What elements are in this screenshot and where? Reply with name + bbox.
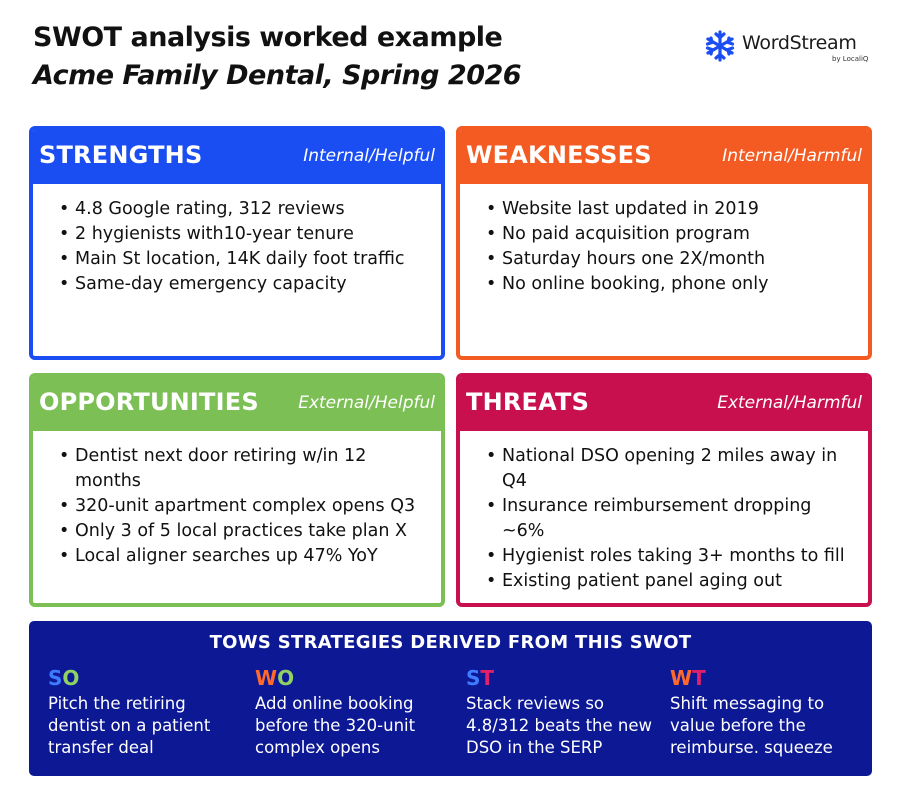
threats-header	[460, 377, 868, 431]
threats-list	[460, 431, 868, 594]
list-item: • Same-day emergency capacity	[59, 272, 431, 297]
tows-st-column	[466, 665, 666, 759]
strengths-title: STRENGTHS	[39, 141, 203, 169]
opportunities-quadrant	[29, 373, 445, 607]
tows-so-code	[48, 665, 248, 691]
weaknesses-tag: Internal/Harmful	[722, 146, 862, 166]
opportunities-tag: External/Helpful	[298, 393, 435, 413]
tows-wt-text: Shift messaging to value before the reimburse. squeeze	[670, 694, 833, 757]
tows-st-text: Stack reviews so 4.8/312 beats the new DSO in the SERP	[466, 694, 653, 757]
opportunities-list	[33, 431, 441, 569]
list-item: • No online booking, phone only	[486, 272, 858, 297]
tows-wo-column	[255, 665, 455, 759]
code-letter: T	[692, 666, 706, 690]
logo-wordmark: WordStream	[742, 32, 857, 54]
tows-wo-code	[255, 665, 455, 691]
list-item: • Hygienist roles taking 3+ months to fill	[486, 544, 858, 569]
list-item: • 2 hygienists with10-year tenure	[59, 222, 431, 247]
list-item: • Website last updated in 2019	[486, 197, 858, 222]
code-letter: O	[277, 666, 295, 690]
list-item: • Insurance reimbursement dropping ~6%	[486, 494, 858, 544]
page-title: SWOT analysis worked example	[33, 22, 503, 53]
tows-wo-text: Add online booking before the 320-unit complex opens	[255, 694, 416, 757]
list-item: • National DSO opening 2 miles away in Q4	[486, 444, 858, 494]
wordstream-logo	[704, 28, 879, 68]
list-item: • 4.8 Google rating, 312 reviews	[59, 197, 431, 222]
strengths-quadrant	[29, 126, 445, 360]
code-letter: W	[670, 666, 693, 690]
threats-tag: External/Harmful	[717, 393, 862, 413]
strengths-header	[33, 130, 441, 184]
code-letter: W	[255, 666, 278, 690]
tows-wt-code	[670, 665, 870, 691]
list-item: • Local aligner searches up 47% YoY	[59, 544, 431, 569]
tows-panel	[29, 621, 872, 776]
code-letter: S	[466, 666, 481, 690]
tows-so-column	[48, 665, 248, 759]
page-subtitle: Acme Family Dental, Spring 2026	[33, 60, 522, 91]
strengths-list	[33, 184, 441, 297]
tows-title: TOWS STRATEGIES DERIVED FROM THIS SWOT	[209, 632, 692, 653]
weaknesses-quadrant	[456, 126, 872, 360]
list-item: • Only 3 of 5 local practices take plan X	[59, 519, 431, 544]
opportunities-header	[33, 377, 441, 431]
code-letter: S	[48, 666, 63, 690]
tows-st-code	[466, 665, 666, 691]
list-item: • Existing patient panel aging out	[486, 569, 858, 594]
threats-quadrant	[456, 373, 872, 607]
opportunities-title: OPPORTUNITIES	[39, 388, 259, 416]
tows-so-text: Pitch the retiring dentist on a patient transfer deal	[48, 694, 211, 757]
list-item: • Dentist next door retiring w/in 12 months	[59, 444, 431, 494]
weaknesses-header	[460, 130, 868, 184]
code-letter: T	[480, 666, 495, 690]
list-item: • Main St location, 14K daily foot traffic	[59, 247, 431, 272]
weaknesses-title: WEAKNESSES	[466, 141, 652, 169]
threats-title: THREATS	[466, 388, 590, 416]
list-item: • Saturday hours one 2X/month	[486, 247, 858, 272]
list-item: • 320-unit apartment complex opens Q3	[59, 494, 431, 519]
list-item: • No paid acquisition program	[486, 222, 858, 247]
logo-byline: by LocaliQ	[832, 55, 869, 63]
strengths-tag: Internal/Helpful	[303, 146, 435, 166]
tows-wt-column	[670, 665, 870, 759]
weaknesses-list	[460, 184, 868, 297]
code-letter: O	[62, 666, 80, 690]
snowflake-logo-icon	[704, 30, 736, 62]
